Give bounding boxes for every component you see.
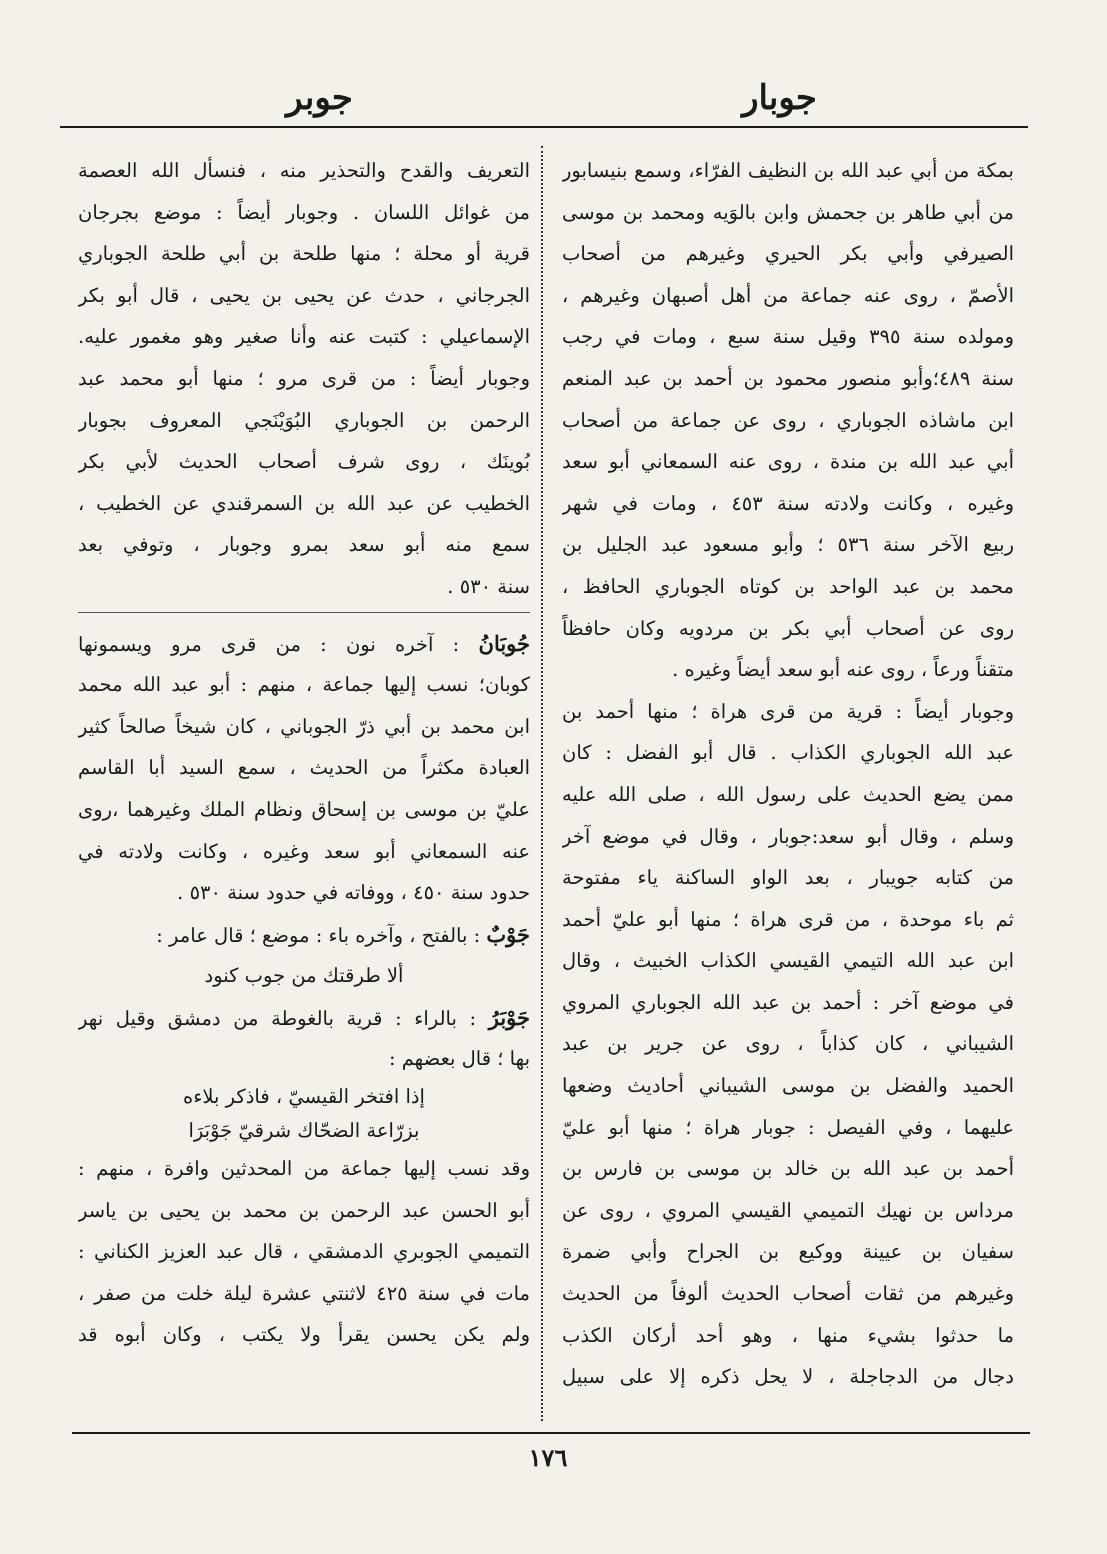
text-line: مات في سنة ٤٢٥ لاثنتي عشرة ليلة خلت من صفر ، [78, 1281, 530, 1305]
footer-rule [72, 1432, 1030, 1434]
text-line: ثم باء موحدة ، من قرى هراة ؛ منها أبو عليّ أحمد [562, 907, 1014, 931]
text-line: قرية أو محلة ؛ منها طلحة بن أبي طلحة الجوباري [78, 242, 530, 266]
verse-line: بزرّاعة الضحّاك شرقيّ جَوْبَرَا [188, 1119, 420, 1143]
text-line: وجوبار أيضاً : قرية من قرى هراة ؛ منها أحمد بن [562, 699, 1014, 723]
left-column [78, 150, 530, 1356]
text-line: حدود سنة ٤٥٠ ، ووفاته في حدود سنة ٥٣٠ . [177, 881, 530, 905]
text-line: وغيره ، وكانت ولادته سنة ٤٥٣ ، ومات في شهر [562, 491, 1014, 515]
entry-jawbar-first-line [78, 997, 530, 1039]
column-divider [541, 146, 543, 1421]
text-line: الخطيب عن عبد الله بن السمرقندي عن الخطيب ، [78, 491, 530, 515]
text-line: ابن عبد الله التيمي القيسي الكذاب الخبيث ، وقال [562, 949, 1014, 973]
entry-text: : بالفتح ، وآخره باء : موضع ؛ قال عامر : [156, 923, 481, 947]
text-line: كوبان؛ نسب إليها جماعة ، منهم : أبو عبد الله محمد [78, 673, 530, 697]
text-line: أحمد بن عبد الله بن خالد بن موسى بن فارس بن [562, 1157, 1014, 1181]
text-line: التميمي الجوبري الدمشقي ، قال عبد العزيز الكناني : [78, 1240, 530, 1264]
verse-line: إذا افتخر القيسيّ ، فاذكر بلاءه [183, 1085, 425, 1109]
text-line: وغيرهم من ثقات أصحاب الحديث ألوفاً من الحديث [562, 1282, 1014, 1306]
text-line: عنه السمعاني أبو سعد وغيره ، وكانت ولادته في [78, 839, 530, 863]
text-line: الحميد والفضل بن موسى الشيباني أحاديث وضعها [562, 1074, 1014, 1098]
text-line: الصيرفي وأبي بكر الحيري وغيرهم من أصحاب [562, 242, 1014, 266]
text-line: محمد بن عبد الواحد بن كوتاه الجوباري الحافظ ، [562, 574, 1014, 598]
text-line: التعريف والقدح والتحذير منه ، فنسأل الله العصمة [78, 159, 530, 182]
text-line: ومولده سنة ٣٩٥ وقيل سنة سبع ، ومات في رجب [562, 325, 1014, 349]
entry-text: : بالراء : قرية بالغوطة من دمشق وقيل نهر [78, 1006, 477, 1030]
entry-text: : آخره نون : من قرى مرو ويسمونها [78, 632, 460, 656]
text-line: من أبي طاهر بن جحمش وابن بالوَيه ومحمد بن موسى [562, 200, 1014, 224]
text-line: روى عن أصحاب أبي بكر بن مردويه وكان حافظاً [562, 616, 1014, 640]
text-line: وسلم ، وقال أبو سعد:جوبار ، وقال في موضع آخر [562, 824, 1014, 848]
text-line: وجوبار أيضاً : من قرى مرو ؛ منها أبو محمد عبد [78, 366, 530, 390]
text-line: ولم يكن يحسن يقرأ ولا يكتب ، وكان أبوه قد [78, 1323, 530, 1347]
text-line: أبو الحسن عبد الرحمن بن محمد بن يحيى بن ياسر [78, 1198, 530, 1222]
right-column [562, 150, 1014, 1398]
text-line: الجرجاني ، حدث عن يحيى بن يحيى ، قال أبو بكر [78, 283, 530, 307]
text-line: عليهما ، وفي الفيصل : جوبار هراة ؛ منها أبو عليّ [562, 1115, 1014, 1139]
verse-line: ألا طرقتك من جوب كنود [204, 964, 404, 988]
text-line: الإسماعيلي : كتبت عنه وأنا صغير وهو مغمور عليه. [78, 325, 530, 349]
text-line: الرحمن بن الجوباري البُوَيْنَجي المعروف بجوبار [78, 408, 530, 432]
text-line: الشيباني ، كان كذاباً ، روى عن جرير بن عبد [562, 1032, 1014, 1056]
entry-headword: جُوبَانُ [478, 630, 530, 656]
text-line: ابن محمد بن أبي ذرّ الجوباني ، كان شيخاً صالحاً كثير [78, 714, 530, 738]
text-line: من كتابه جويبار ، بعد الواو الساكنة ياء مفتوحة [562, 866, 1014, 890]
text-line: ما حدثوا بشيء منها ، وهو أحد أركان الكذب [562, 1323, 1014, 1347]
text-line: عليّ بن موسى بن إسحاق ونظام الملك وغيرهما ،روى [78, 797, 530, 821]
text-line: ابن ماشاذه الجوباري ، روى عن جماعة من أصحاب [562, 408, 1014, 432]
text-line: سنة ٥٣٠ . [447, 574, 530, 598]
text-line: سفيان بن عيينة ووكيع بن الجراح وأبي ضمرة [562, 1240, 1014, 1264]
text-line: مرداس بن نهيك التميمي القيسي المروي ، روى عن [562, 1198, 1014, 1222]
page-number: ١٧٦ [528, 1443, 568, 1472]
text-line: عبد الله الجوباري الكذاب . قال أبو الفضل : كان [562, 741, 1014, 765]
text-line: بُوينَك ، روى شرف أصحاب الحديث لأبي بكر [78, 450, 530, 474]
text-line: الأصمّ ، روى عنه جماعة من أهل أصبهان وغيرهم ، [562, 283, 1014, 307]
running-header-right: جوبار [742, 78, 817, 118]
text-line: سمع منه أبو سعد بمرو وجوبار ، وتوفي بعد [78, 533, 530, 557]
text-line: العبادة مكثراً من الحديث ، سمع السيد أبا القاسم [78, 756, 530, 780]
text-line: من غوائل اللسان . وجوبار أيضاً : موضع بجرجان [78, 200, 530, 224]
entry-joban-first-line [78, 623, 530, 665]
text-line: دجال من الدجاجلة ، لا يحل ذكره إلا على سبيل [562, 1365, 1014, 1389]
entry-headword: جَوْبَرُ [488, 1004, 530, 1030]
text-line: ربيع الآخر سنة ٥٣٦ ؛ وأبو مسعود عبد الجليل بن [562, 533, 1014, 557]
text-line: أبي عبد الله بن مندة ، روى عنه السمعاني أبو سعد [562, 450, 1014, 474]
text-line: وقد نسب إليها جماعة من المحدثين وافرة ، منهم : [78, 1157, 530, 1181]
text-line: بمكة من أبي عبد الله بن النظيف الفرّاء، وسمع بنيسابور [562, 159, 1014, 182]
entry-separator [78, 612, 530, 623]
text-line: بها ؛ قال بعضهم : [388, 1047, 530, 1071]
text-line: في موضع آخر : أحمد بن عبد الله الجوباري المروي [562, 990, 1014, 1014]
running-header-left: جوبر [286, 78, 353, 118]
header-rule [60, 126, 1028, 128]
text-line: سنة ٤٨٩؛وأبو منصور محمود بن أحمد بن عبد المنعم [562, 366, 1014, 390]
text-line: متقناً ورعاً ، روى عنه أبو سعد أيضاً وغيره . [672, 658, 1014, 682]
entry-headword: جَوْبٌ [486, 921, 530, 947]
text-line: ممن يضع الحديث على رسول الله ، صلى الله عليه [562, 782, 1014, 806]
entry-jawb-first-line [78, 914, 530, 956]
